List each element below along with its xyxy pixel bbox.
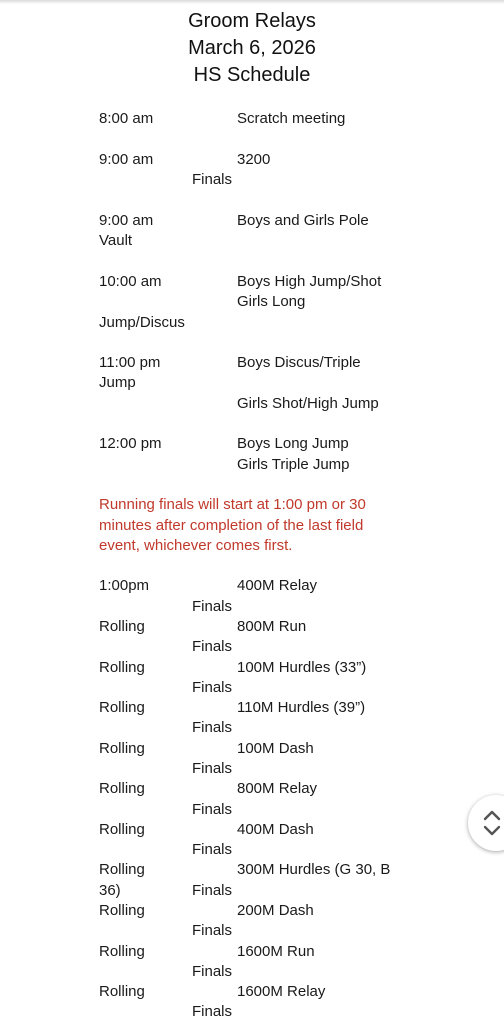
finals-label: Finals — [192, 679, 233, 696]
event-wrap: Vault — [99, 232, 133, 249]
event: Boys and Girls Pole — [237, 212, 369, 229]
time: Rolling — [99, 943, 145, 960]
time: 12:00 pm — [99, 435, 162, 452]
event: 400M Dash — [237, 821, 314, 838]
time: 9:00 am — [99, 151, 154, 168]
time: 1:00pm — [99, 577, 150, 594]
time: 9:00 am — [99, 212, 154, 229]
event: Boys Discus/Triple — [237, 354, 361, 371]
event-wrap: Jump — [99, 374, 136, 391]
finals-label: Finals — [192, 963, 233, 980]
event: Boys Long Jump — [237, 435, 349, 452]
event: 1600M Run — [237, 943, 315, 960]
event: 200M Dash — [237, 902, 314, 919]
running-finals-notice: event, whichever comes first. — [99, 537, 293, 554]
finals-label: Finals — [192, 882, 233, 899]
meet-title: Groom Relays — [188, 10, 316, 32]
time: Rolling — [99, 902, 145, 919]
finals-label: Finals — [192, 719, 233, 736]
top-edge — [0, 0, 504, 4]
time: Rolling — [99, 780, 145, 797]
time: Rolling — [99, 821, 145, 838]
event: 3200 — [237, 151, 271, 168]
time: 10:00 am — [99, 273, 162, 290]
event: 400M Relay — [237, 577, 318, 594]
scroll-button[interactable] — [468, 795, 504, 851]
event: 300M Hurdles (G 30, B — [237, 861, 391, 878]
finals-label: Finals — [192, 598, 233, 615]
event: 100M Dash — [237, 740, 314, 757]
event-wrap: Jump/Discus — [99, 314, 185, 331]
finals-label: Finals — [192, 841, 233, 858]
finals-label: Finals — [192, 171, 233, 188]
time: Rolling — [99, 618, 145, 635]
meet-date: March 6, 2026 — [188, 37, 316, 59]
finals-label: Finals — [192, 638, 233, 655]
event: 100M Hurdles (33”) — [237, 659, 367, 676]
time: Rolling — [99, 659, 145, 676]
running-finals-notice: minutes after completion of the last field — [99, 517, 364, 534]
time: 8:00 am — [99, 110, 154, 127]
event: 110M Hurdles (39”) — [237, 699, 366, 716]
schedule-title: HS Schedule — [193, 64, 311, 86]
event: 800M Relay — [237, 780, 318, 797]
finals-label: Finals — [192, 922, 233, 939]
event-line2: Girls Triple Jump — [237, 456, 350, 473]
time: Rolling — [99, 983, 145, 1000]
event: 800M Run — [237, 618, 307, 635]
time: 11:00 pm — [99, 354, 161, 371]
finals-label: Finals — [192, 1003, 233, 1020]
event-line2: Girls Long — [237, 293, 306, 310]
finals-label: Finals — [192, 801, 233, 818]
event: Boys High Jump/Shot — [237, 273, 382, 290]
event: 1600M Relay — [237, 983, 326, 1000]
event-wrap: 36) — [99, 882, 121, 899]
time: Rolling — [99, 861, 145, 878]
event-line2: Girls Shot/High Jump — [237, 395, 379, 412]
event: Scratch meeting — [237, 110, 346, 127]
time: Rolling — [99, 740, 145, 757]
running-finals-notice: Running finals will start at 1:00 pm or 30 — [99, 496, 366, 513]
chevron-up-down-icon — [480, 807, 504, 839]
finals-label: Finals — [192, 760, 233, 777]
time: Rolling — [99, 699, 145, 716]
